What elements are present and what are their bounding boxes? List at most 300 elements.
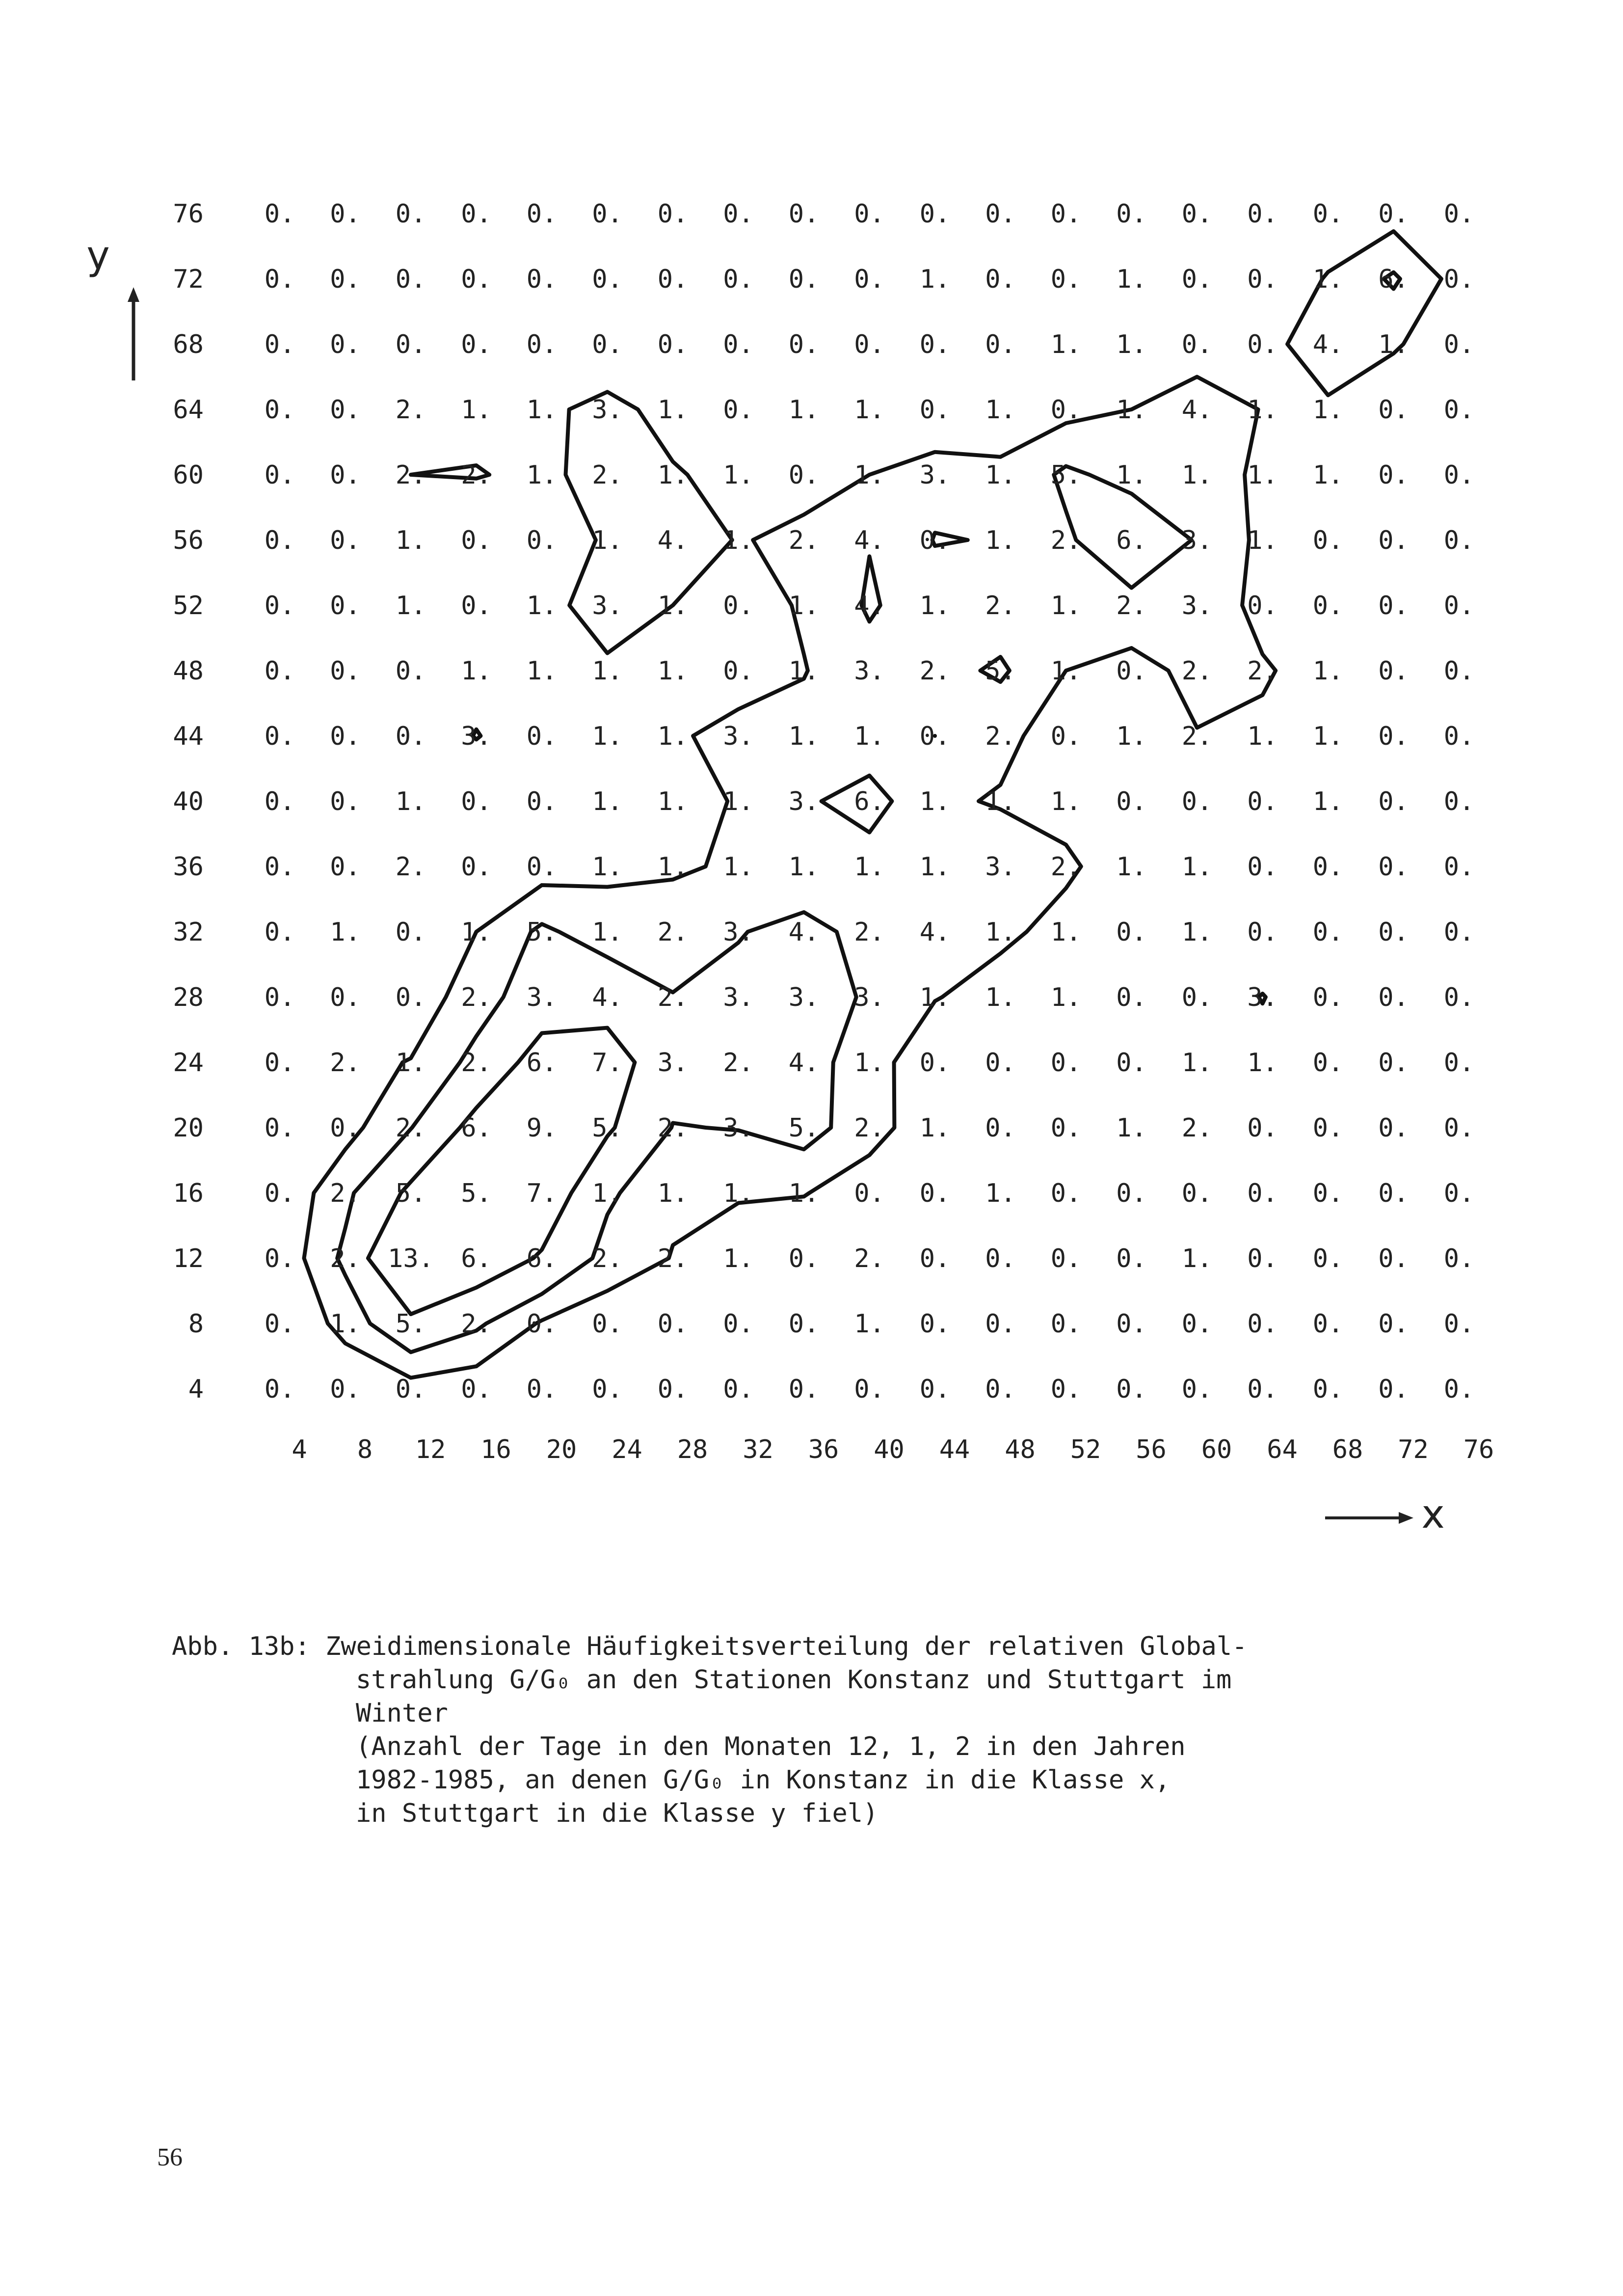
cell-value: 0. [1443,199,1475,229]
cell-value: 0. [461,526,492,555]
cell-value: 0. [1378,1048,1409,1078]
cell-value: 1. [1116,722,1147,751]
cell-value: 2. [1181,656,1213,686]
cell-value: 0. [919,1244,951,1273]
cell-value: 1. [919,265,951,294]
cell-value: 2. [461,460,492,490]
cell-value: 0. [788,1309,820,1339]
cell-value: 0. [592,330,623,359]
cell-value: 0. [1247,330,1278,359]
cell-value: 0. [395,199,426,229]
cell-value: 1. [1116,395,1147,425]
cell-value: 1. [657,1179,689,1208]
y-tick-label: 76 [173,199,204,229]
cell-value: 1. [657,787,689,816]
x-tick-label: 64 [1267,1435,1298,1464]
y-tick-label: 28 [173,983,204,1012]
cell-value: 5. [1050,460,1082,490]
cell-value: 1. [1312,395,1344,425]
cell-value: 0. [330,1375,361,1404]
cell-value: 0. [395,983,426,1012]
cell-value: 0. [1050,265,1082,294]
cell-value: 5. [395,1179,426,1208]
cell-value: 1. [526,395,558,425]
cell-value: 0. [526,852,558,882]
cell-value: 1. [1247,1048,1278,1078]
cell-value: 0. [1443,656,1475,686]
cell-value: 1. [985,526,1016,555]
cell-value: 3. [919,460,951,490]
cell-value: 0. [1116,1309,1147,1339]
cell-value: 0. [1050,722,1082,751]
cell-value: 0. [657,1375,689,1404]
cell-value: 3. [592,591,623,621]
cell-value: 2. [1181,722,1213,751]
cell-value: 1. [1378,330,1409,359]
cell-value: 1. [854,722,885,751]
cell-value: 0. [1116,199,1147,229]
cell-value: 0. [788,1244,820,1273]
cell-value: 2. [1116,591,1147,621]
caption-line-2: strahlung G/G₀ an den Stationen Konstanz und Stuttgart im [356,1665,1232,1695]
x-tick-label: 52 [1070,1435,1101,1464]
cell-value: 0. [723,395,754,425]
cell-value: 0. [985,1375,1016,1404]
cell-value: 6. [1378,265,1409,294]
cell-value: 0. [1378,1244,1409,1273]
cell-value: 1. [1116,460,1147,490]
cell-value: 2. [854,1113,885,1143]
cell-value: 0. [592,1309,623,1339]
cell-value: 0. [919,722,951,751]
cell-value: 0. [1443,330,1475,359]
cell-value: 1. [723,1179,754,1208]
cell-value: 0. [461,265,492,294]
cell-value: 1. [657,852,689,882]
cell-value: 0. [657,199,689,229]
cell-value: 1. [1312,787,1344,816]
cell-value: 0. [1181,199,1213,229]
cell-value: 1. [1181,1048,1213,1078]
cell-value: 0. [592,1375,623,1404]
cell-value: 9. [526,1113,558,1143]
cell-value: 0. [723,199,754,229]
cell-value: 1. [854,395,885,425]
x-tick-label: 36 [808,1435,839,1464]
cell-value: 0. [1247,1244,1278,1273]
cell-value: 2. [1247,656,1278,686]
cell-value: 2. [592,460,623,490]
cell-value: 0. [1181,1375,1213,1404]
cell-value: 0. [1443,1179,1475,1208]
caption-line-6: in Stuttgart in die Klasse y fiel) [356,1799,878,1828]
axis-indicators [86,233,1444,1537]
x-tick-label: 60 [1201,1435,1232,1464]
cell-value: 6. [1116,526,1147,555]
cell-value: 0. [526,330,558,359]
cell-value: 2. [919,656,951,686]
cell-value: 1. [1050,918,1082,947]
cell-value: 0. [1443,983,1475,1012]
cell-value: 0. [592,265,623,294]
cell-value: 0. [395,330,426,359]
cell-value: 0. [264,1048,295,1078]
cell-value: 0. [1443,591,1475,621]
cell-value: 1. [1247,526,1278,555]
cell-value: 2. [592,1244,623,1273]
cell-value: 1. [592,918,623,947]
cell-value: 6. [526,1244,558,1273]
cell-value: 0. [1312,1244,1344,1273]
cell-value: 0. [985,1244,1016,1273]
cell-value: 1. [723,1244,754,1273]
cell-value: 0. [264,918,295,947]
cell-value: 0. [1443,787,1475,816]
cell-value: 1. [461,656,492,686]
x-tick-label: 76 [1463,1435,1494,1464]
cell-value: 0. [1378,1113,1409,1143]
cell-value: 0. [1378,1375,1409,1404]
cell-value: 0. [919,526,951,555]
cell-value: 0. [1378,1309,1409,1339]
cell-value: 2. [395,395,426,425]
cell-value: 0. [1378,395,1409,425]
cell-value: 0. [264,787,295,816]
y-tick-labels [173,199,204,1404]
cell-value: 0. [264,460,295,490]
cell-value: 0. [330,265,361,294]
cell-value: 0. [1443,460,1475,490]
cell-value: 0. [264,983,295,1012]
cell-value: 0. [1050,1244,1082,1273]
y-tick-label: 44 [173,722,204,751]
cell-value: 0. [1116,983,1147,1012]
cell-value: 0. [264,1375,295,1404]
cell-value: 1. [985,395,1016,425]
x-tick-label: 56 [1136,1435,1167,1464]
cell-value: 0. [264,265,295,294]
cell-value: 0. [1443,1244,1475,1273]
y-axis-arrow-head [128,287,139,302]
cell-value: 0. [1050,1179,1082,1208]
cell-value: 1. [330,1309,361,1339]
cell-value: 1. [985,918,1016,947]
cell-value: 1. [985,983,1016,1012]
cell-value: 0. [330,199,361,229]
cell-value: 0. [919,1375,951,1404]
cell-value: 1. [1116,852,1147,882]
cell-value: 0. [657,1309,689,1339]
cell-value: 3. [854,983,885,1012]
cell-value: 0. [1050,395,1082,425]
cell-value: 4. [788,918,820,947]
y-tick-label: 52 [173,591,204,621]
cell-value: 0. [1378,722,1409,751]
cell-value: 1. [854,1309,885,1339]
cell-value: 0. [854,199,885,229]
cell-value: 0. [919,1048,951,1078]
cell-value: 1. [1050,656,1082,686]
cell-value: 5. [788,1113,820,1143]
cell-value: 0. [526,265,558,294]
cell-value: 0. [1181,787,1213,816]
cell-value: 1. [592,787,623,816]
cell-value: 0. [1247,1375,1278,1404]
cell-value: 1. [592,1179,623,1208]
x-tick-label: 48 [1005,1435,1036,1464]
cell-value: 0. [919,1179,951,1208]
cell-value: 0. [264,1179,295,1208]
cell-value: 0. [592,199,623,229]
cell-value: 1. [723,787,754,816]
cell-value: 1. [1116,1113,1147,1143]
caption-line-3: Winter [356,1699,448,1728]
cell-value: 0. [330,591,361,621]
y-tick-label: 20 [173,1113,204,1143]
cell-value: 1. [723,852,754,882]
cell-value: 2. [1181,1113,1213,1143]
cell-value: 0. [461,591,492,621]
cell-value: 0. [723,591,754,621]
y-tick-label: 8 [188,1309,204,1339]
x-tick-label: 44 [939,1435,970,1464]
cell-value: 3. [788,787,820,816]
cell-value: 0. [919,330,951,359]
cell-value: 1. [1312,656,1344,686]
cell-value: 0. [264,1309,295,1339]
cell-value: 0. [330,1113,361,1143]
x-tick-labels [292,1435,1494,1464]
cell-value: 3. [723,1113,754,1143]
cell-value: 4. [657,526,689,555]
cell-value: 0. [330,852,361,882]
cell-value: 0. [1181,265,1213,294]
cell-value: 1. [657,722,689,751]
cell-value: 5. [592,1113,623,1143]
cell-value: 1. [1181,852,1213,882]
cell-value: 1. [1247,395,1278,425]
page-number: 56 [157,2143,183,2171]
x-axis-label: x [1421,1491,1445,1537]
cell-value: 1. [592,656,623,686]
cell-value: 3. [854,656,885,686]
cell-value: 0. [1443,852,1475,882]
cell-value: 1. [592,526,623,555]
y-tick-label: 16 [173,1179,204,1208]
cell-value: 1. [1116,265,1147,294]
cell-value: 0. [1050,1113,1082,1143]
y-tick-label: 64 [173,395,204,425]
cell-value: 1. [723,526,754,555]
cell-value: 1. [919,852,951,882]
cell-value: 1. [1181,1244,1213,1273]
cell-value: 1. [1181,460,1213,490]
y-tick-label: 4 [188,1375,204,1404]
cell-value: 0. [788,460,820,490]
cell-value: 0. [526,526,558,555]
cell-value: 0. [1443,1375,1475,1404]
cell-value: 0. [264,656,295,686]
cell-value: 0. [1443,395,1475,425]
caption-line-1: Abb. 13b: Zweidimensionale Häufigkeitsverteilung der relativen Global- [172,1632,1248,1661]
cell-value: 0. [1378,199,1409,229]
cell-value: 0. [788,330,820,359]
cell-value: 6. [461,1244,492,1273]
cell-value: 0. [1312,526,1344,555]
y-tick-label: 48 [173,656,204,686]
cell-value: 1. [592,722,623,751]
cell-value: 0. [1181,983,1213,1012]
cell-value: 0. [985,1309,1016,1339]
x-tick-label: 12 [415,1435,446,1464]
cell-value: 1. [330,918,361,947]
cell-value: 0. [919,199,951,229]
cell-value: 1. [788,1179,820,1208]
cell-value: 0. [1181,330,1213,359]
cell-value: 0. [1050,199,1082,229]
cell-value: 1. [1312,460,1344,490]
cell-value: 0. [985,330,1016,359]
cell-value: 1. [1247,460,1278,490]
x-tick-label: 20 [546,1435,577,1464]
cell-value: 3. [985,852,1016,882]
cell-value: 3. [723,983,754,1012]
cell-value: 1. [526,656,558,686]
y-tick-label: 40 [173,787,204,816]
cell-value: 1. [788,852,820,882]
cell-value: 4. [1312,330,1344,359]
y-tick-label: 36 [173,852,204,882]
cell-value: 1. [788,395,820,425]
cell-value: 3. [1181,591,1213,621]
caption-line-5: 1982-1985, an denen G/G₀ in Konstanz in die Klasse x, [356,1765,1171,1795]
cell-value: 1. [1050,787,1082,816]
cell-value: 0. [1443,1048,1475,1078]
y-tick-label: 12 [173,1244,204,1273]
cell-value: 2. [723,1048,754,1078]
y-tick-label: 60 [173,460,204,490]
cell-value: 0. [330,787,361,816]
cell-value: 1. [854,1048,885,1078]
cell-value: 2. [657,918,689,947]
cell-value: 0. [330,983,361,1012]
cell-value: 3. [461,722,492,751]
cell-value: 0. [461,1375,492,1404]
cell-value: 1. [919,1113,951,1143]
cell-value: 0. [461,787,492,816]
cell-value: 0. [1312,591,1344,621]
cell-value: 1. [1050,983,1082,1012]
cell-value: 3. [723,918,754,947]
x-tick-label: 40 [874,1435,905,1464]
cell-value: 0. [1247,1179,1278,1208]
cell-value: 0. [1181,1179,1213,1208]
cell-value: 2. [395,460,426,490]
cell-value: 1. [723,460,754,490]
cell-value: 0. [1247,199,1278,229]
cell-value: 5. [985,656,1016,686]
cell-value: 1. [395,1048,426,1078]
cell-value: 1. [985,460,1016,490]
cell-value: 6. [854,787,885,816]
cell-value: 0. [854,1179,885,1208]
cell-value: 2. [395,852,426,882]
y-tick-label: 56 [173,526,204,555]
y-tick-label: 32 [173,918,204,947]
cell-value: 1. [395,526,426,555]
cell-value: 4. [854,591,885,621]
cell-value: 1. [1247,722,1278,751]
cell-value: 0. [526,787,558,816]
cell-value: 1. [461,395,492,425]
cell-value: 1. [526,460,558,490]
cell-value: 7. [526,1179,558,1208]
cell-value: 0. [1443,265,1475,294]
cell-value: 0. [264,330,295,359]
cell-value: 1. [1312,722,1344,751]
cell-value: 4. [1181,395,1213,425]
cell-value: 1. [919,591,951,621]
cell-value: 0. [1247,591,1278,621]
cell-value: 0. [854,1375,885,1404]
cell-value: 0. [1443,1113,1475,1143]
cell-value: 0. [1116,918,1147,947]
cell-value: 2. [657,983,689,1012]
cell-value: 0. [264,395,295,425]
cell-values [265,199,1475,1404]
cell-value: 1. [657,656,689,686]
cell-value: 0. [788,199,820,229]
cell-value: 0. [723,1309,754,1339]
cell-value: 0. [723,656,754,686]
cell-value: 0. [1116,656,1147,686]
caption-line-4: (Anzahl der Tage in den Monaten 12, 1, 2 in den Jahren [356,1732,1186,1761]
cell-value: 4. [788,1048,820,1078]
y-tick-label: 72 [173,265,204,294]
cell-value: 0. [264,591,295,621]
cell-value: 3. [526,983,558,1012]
cell-value: 2. [330,1048,361,1078]
cell-value: 0. [1312,1048,1344,1078]
cell-value: 3. [592,395,623,425]
cell-value: 0. [1050,1375,1082,1404]
cell-value: 0. [1312,1375,1344,1404]
cell-value: 0. [461,852,492,882]
x-tick-label: 72 [1398,1435,1429,1464]
x-tick-label: 8 [357,1435,373,1464]
figure-caption [172,1630,1497,1830]
cell-value: 0. [788,1375,820,1404]
cell-value: 1. [657,460,689,490]
x-axis-arrow-head [1399,1512,1413,1524]
cell-value: 1. [395,787,426,816]
cell-value: 1. [1050,330,1082,359]
cell-value: 0. [526,1309,558,1339]
cell-value: 1. [919,787,951,816]
cell-value: 1. [985,1179,1016,1208]
cell-value: 0. [1443,722,1475,751]
cell-value: 0. [1116,1179,1147,1208]
cell-value: 0. [461,199,492,229]
cell-value: 4. [592,983,623,1012]
cell-value: 1. [1050,591,1082,621]
cell-value: 0. [330,526,361,555]
cell-value: 1. [788,591,820,621]
cell-value: 0. [1378,983,1409,1012]
cell-value: 2. [788,526,820,555]
cell-value: 0. [1116,1048,1147,1078]
cell-value: 2. [461,1048,492,1078]
